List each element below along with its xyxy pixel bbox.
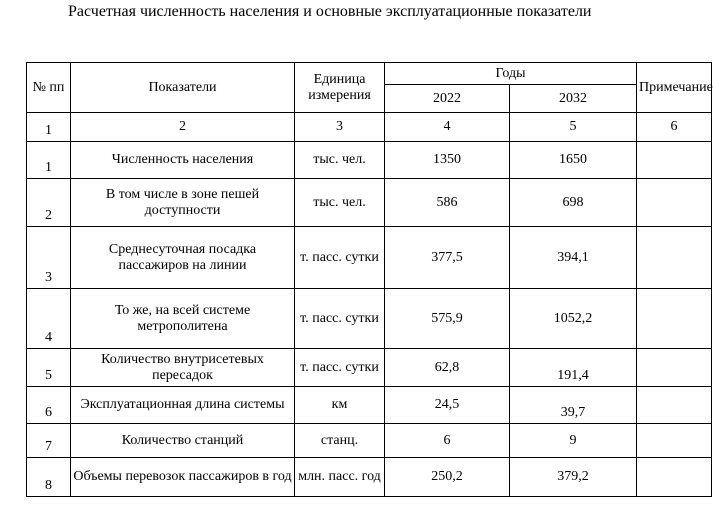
table-row (27, 387, 712, 424)
row-num: 3 (27, 227, 71, 289)
row-indicator: В том числе в зоне пешей доступности (71, 179, 295, 227)
indicators-table (26, 62, 712, 497)
row-note (637, 424, 712, 458)
table-row (27, 179, 712, 227)
header-years: Годы (385, 63, 637, 85)
row-value-2022: 377,5 (385, 227, 510, 289)
row-num: 5 (27, 349, 71, 387)
row-indicator: Численность населения (71, 142, 295, 179)
row-unit: т. пасс. сутки (295, 227, 385, 289)
row-value-2022: 62,8 (385, 349, 510, 387)
row-value-2032: 39,7 (510, 387, 637, 424)
row-num: 4 (27, 289, 71, 349)
document-heading (34, 2, 652, 21)
col-number-2: 2 (71, 113, 295, 142)
col-number-1: 1 (27, 113, 71, 142)
row-unit: т. пасс. сутки (295, 289, 385, 349)
row-value-2022: 575,9 (385, 289, 510, 349)
row-note (637, 227, 712, 289)
row-indicator: То же, на всей системе метрополитена (71, 289, 295, 349)
col-number-5: 5 (510, 113, 637, 142)
row-indicator: Эксплуатационная длина системы (71, 387, 295, 424)
table-row (27, 227, 712, 289)
row-note (637, 289, 712, 349)
row-value-2022: 6 (385, 424, 510, 458)
row-value-2022: 250,2 (385, 458, 510, 497)
row-value-2022: 1350 (385, 142, 510, 179)
table-row (27, 458, 712, 497)
col-number-3: 3 (295, 113, 385, 142)
row-unit: тыс. чел. (295, 142, 385, 179)
row-value-2032: 9 (510, 424, 637, 458)
header-year-2032: 2032 (510, 85, 637, 113)
table-row (27, 349, 712, 387)
row-value-2032: 379,2 (510, 458, 637, 497)
row-unit: тыс. чел. (295, 179, 385, 227)
header-indicator: Показатели (71, 63, 295, 113)
row-unit: т. пасс. сутки (295, 349, 385, 387)
header-row-1 (27, 63, 712, 85)
row-num: 2 (27, 179, 71, 227)
table-row (27, 424, 712, 458)
row-num: 6 (27, 387, 71, 424)
column-number-row (27, 113, 712, 142)
header-year-2022: 2022 (385, 85, 510, 113)
row-indicator: Среднесуточная посадка пассажиров на линии (71, 227, 295, 289)
row-note (637, 179, 712, 227)
col-number-4: 4 (385, 113, 510, 142)
row-value-2022: 586 (385, 179, 510, 227)
row-num: 1 (27, 142, 71, 179)
row-note (637, 349, 712, 387)
row-value-2032: 1650 (510, 142, 637, 179)
header-num: № пп (27, 63, 71, 113)
row-indicator: Количество внутрисетевых пересадок (71, 349, 295, 387)
row-unit: млн. пасс. год (295, 458, 385, 497)
row-indicator: Объемы перевозок пассажиров в год (71, 458, 295, 497)
table-row (27, 142, 712, 179)
row-value-2032: 394,1 (510, 227, 637, 289)
header-note: Примечание (637, 63, 712, 113)
row-num: 8 (27, 458, 71, 497)
row-unit: станц. (295, 424, 385, 458)
row-note (637, 387, 712, 424)
table-row (27, 289, 712, 349)
row-unit: км (295, 387, 385, 424)
row-note (637, 458, 712, 497)
row-indicator: Количество станций (71, 424, 295, 458)
col-number-6: 6 (637, 113, 712, 142)
heading-text: Расчетная численность населения и основные эксплуатационные показатели (68, 3, 592, 20)
row-note (637, 142, 712, 179)
row-value-2032: 698 (510, 179, 637, 227)
row-value-2032: 191,4 (510, 349, 637, 387)
row-num: 7 (27, 424, 71, 458)
row-value-2022: 24,5 (385, 387, 510, 424)
header-unit: Единица измерения (295, 63, 385, 113)
row-value-2032: 1052,2 (510, 289, 637, 349)
